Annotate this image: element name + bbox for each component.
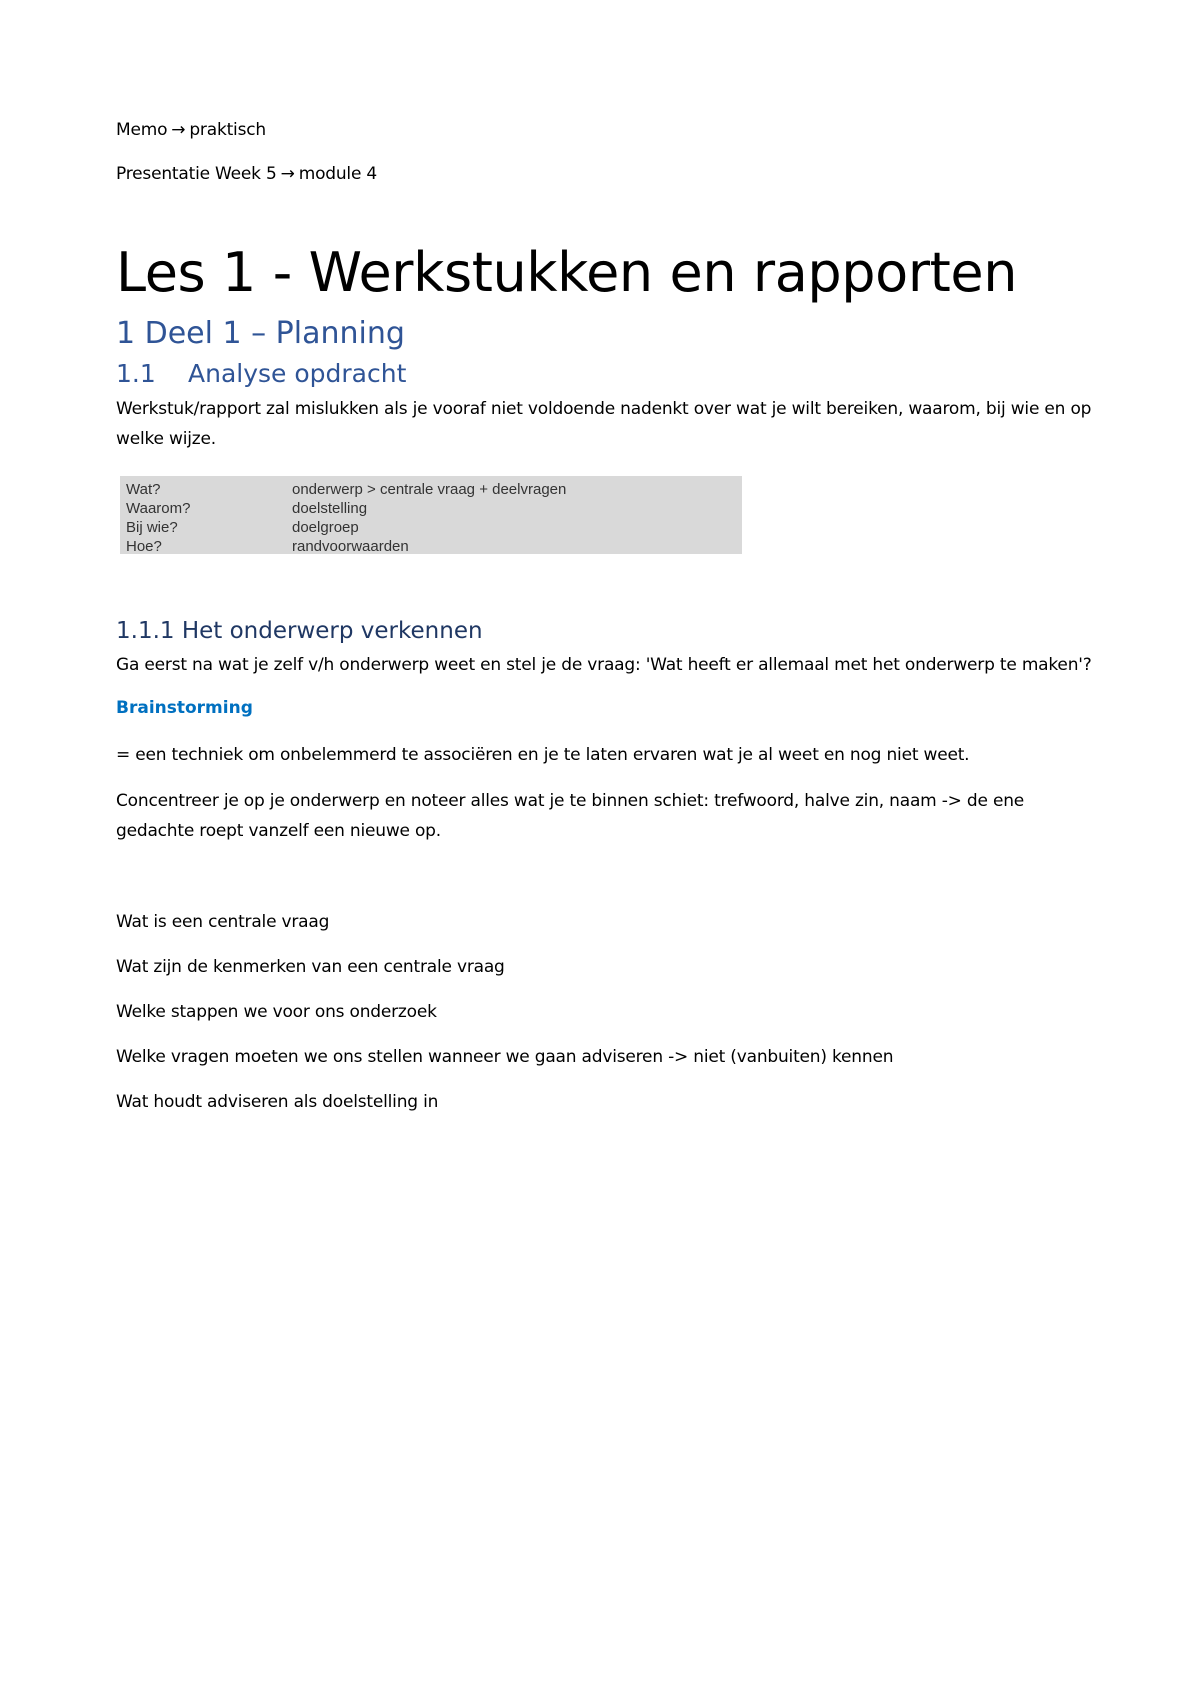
arrow-right-icon: → bbox=[171, 120, 186, 140]
table-value: randvoorwaarden bbox=[292, 538, 409, 555]
table-key: Bij wie? bbox=[126, 519, 178, 536]
spacer bbox=[116, 862, 1100, 910]
question-line: Wat zijn de kenmerken van een centrale vraag bbox=[116, 957, 505, 977]
table-value: doelstelling bbox=[292, 500, 368, 517]
question-line: Welke vragen moeten we ons stellen wanneer we gaan adviseren -> niet (vanbuiten) kennen bbox=[116, 1047, 894, 1067]
presentation-label: Presentatie Week 5 bbox=[116, 164, 277, 184]
arrow-right-icon: → bbox=[280, 164, 295, 184]
question-line: Wat is een centrale vraag bbox=[116, 912, 330, 932]
section-heading-1-1 bbox=[116, 358, 1100, 390]
table-row bbox=[126, 518, 736, 537]
table-row bbox=[126, 537, 736, 556]
document-title: Les 1 - Werkstukken en rapporten bbox=[116, 241, 1018, 304]
section-heading-1: 1 Deel 1 – Planning bbox=[116, 316, 405, 351]
table-key: Wat? bbox=[126, 481, 161, 498]
question-line: Wat houdt adviseren als doelstelling in bbox=[116, 1092, 439, 1112]
table-value: onderwerp > centrale vraag + deelvragen bbox=[292, 481, 567, 498]
question-line: Welke stappen we voor ons onderzoek bbox=[116, 1002, 437, 1022]
concentrate-paragraph: Concentreer je op je onderwerp en noteer alles wat je te binnen schiet: trefwoord, halve zin, naam -> de ene gedachte roept vanzelf een nieuwe op. bbox=[116, 791, 1025, 841]
memo-value: praktisch bbox=[189, 120, 266, 140]
table-key: Waarom? bbox=[126, 500, 191, 517]
analysis-table-figure bbox=[120, 476, 742, 554]
memo-label: Memo bbox=[116, 120, 168, 140]
section-title: Analyse opdracht bbox=[188, 359, 407, 388]
intro-paragraph: Werkstuk/rapport zal mislukken als je vooraf niet voldoende nadenkt over wat je wilt bereiken, waarom, bij wie en op welke wijze. bbox=[116, 399, 1092, 449]
table-value: doelgroep bbox=[292, 519, 359, 536]
section-heading-1-1-1: 1.1.1 Het onderwerp verkennen bbox=[116, 618, 483, 644]
presentation-value: module 4 bbox=[298, 164, 378, 184]
table-row bbox=[126, 499, 736, 518]
memo-line-2 bbox=[116, 162, 1100, 186]
section-number: 1.1 bbox=[116, 359, 156, 388]
brainstorm-heading: Brainstorming bbox=[116, 698, 253, 718]
explore-paragraph: Ga eerst na wat je zelf v/h onderwerp weet en stel je de vraag: 'Wat heeft er allemaal met het onderwerp te maken'? bbox=[116, 655, 1092, 675]
memo-line-1 bbox=[116, 118, 1100, 142]
brainstorm-definition: = een techniek om onbelemmerd te associëren en je te laten ervaren wat je al weet en nog niet weet. bbox=[116, 745, 970, 765]
table-row bbox=[126, 480, 736, 499]
table-key: Hoe? bbox=[126, 538, 162, 555]
